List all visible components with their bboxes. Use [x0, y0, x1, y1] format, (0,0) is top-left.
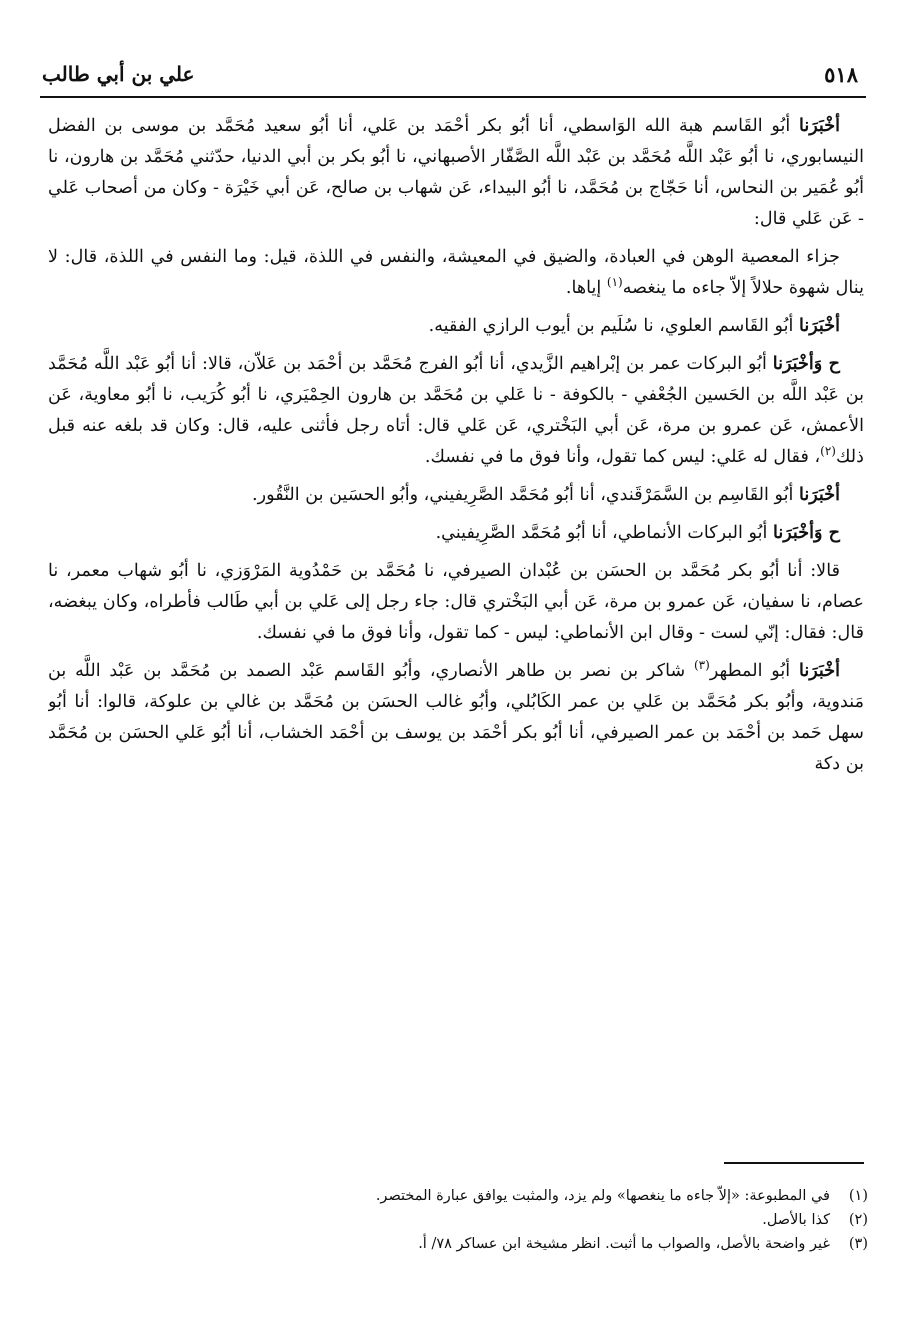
ha-marker: ح: [822, 353, 840, 374]
ha-marker: ح: [822, 522, 840, 543]
footnote: [300, 1208, 868, 1232]
paragraph-4: ح وَأخْبَرَنا أبُو البركات عمر بن إبْراهيم الزَّيدي، أنا أبُو الفرج مُحَمَّد بن أحْمَد بن عَلاّن، قالا: أنا أبُو عَبْد اللَّه مُحَمَّد بن عَبْد اللَّه بن الحَسين الجُعْفي - بالكوفة - نا عَلي بن مُحَمَّد بن هارون الحِمْيَري، نا أبُو كُرَيب، نا أبُو معاوية، عَن الأعمش، عَن عمرو بن مرة، عَن أبي البَخْتري، عَن عَلي قال: أتاه رجل فأثنى عليه، قال: وكان قد بلغه عنه قبل ذلك$^{(٢)}$، فقال له عَلي: ليس كما تقول، وأنا فوق ما في نفسك.: [48, 353, 864, 467]
footnote: [300, 1232, 868, 1256]
paragraph-1: أخْبَرَنا أبُو القَاسم هبة الله الوَاسطي، أنا أبُو بكر أحْمَد بن عَلي، أنا أبُو سعيد مُحَمَّد بن موسى بن الفضل النيسابوري، نا أبُو عَبْد اللَّه مُحَمَّد بن عَبْد اللَّه الصَّفّار الأصبهاني، نا أبُو بكر بن أبي الدنيا، حدّثني مُحَمَّد بن هارون، نا أبُو عُمَير بن النحاس، أنا حَجّاج بن مُحَمَّد، نا أبُو البيداء، عَن شهاب بن صالح، عَن أبي خَيْرَة - وكان من أصحاب عَلي - عَن عَلي قال:: [48, 115, 864, 229]
footnote-ref: (٣): [693, 658, 710, 673]
footnote-separator: [724, 1162, 864, 1164]
footnote-ref: (٢): [820, 444, 836, 459]
footnote-number: (١): [848, 1188, 868, 1204]
main-text: [48, 110, 864, 968]
lead-word: أخْبَرَنا: [798, 315, 840, 336]
footnote-number: (٢): [848, 1212, 868, 1228]
footnote: [300, 1184, 868, 1208]
paragraph-2: جزاء المعصية الوهن في العبادة، والضيق في المعيشة، والنفس في اللذة، قيل: وما النفس في اللذة، قال: لا ينال شهوة حلالاً إلاّ جاءه ما ينغصه$^{(١)}$ إياها.: [48, 247, 864, 298]
page-number: ٥١٨: [824, 62, 858, 87]
paragraph-8: أخْبَرَنا أبُو المطهر$^{(٣)}$ شاكر بن نصر بن طاهر الأنصاري، وأبُو القَاسم عَبْد الصمد بن مُحَمَّد بن عَبْد اللَّه بن مَندوية، وأبُو بكر مُحَمَّد بن عَلي بن عمر الكَابُلي، وأبُو غالب الحسَن بن مُحَمَّد بن غالي بن علوكة، قالوا: أنا أبُو سهل حَمد بن أحْمَد بن عمر الصيرفي، أنا أبُو بكر أحْمَد بن يوسف بن أحْمَد الخشاب، أنا أبُو عَلي الحسَن بن مُحَمَّد بن دكة: [48, 658, 864, 774]
lead-word: أخْبَرَنا: [798, 660, 840, 681]
footnote-text: في المطبوعة: «إلاّ جاءه ما ينغصها» ولم يزد، والمثبت يوافق عبارة المختصر.: [375, 1188, 830, 1204]
footnote-text: كذا بالأصل.: [762, 1212, 830, 1228]
running-title: علي بن أبي طالب: [42, 62, 195, 86]
footnotes: [300, 1184, 868, 1256]
footnote-ref: (١): [606, 275, 623, 290]
paragraph-6: ح وَأخْبَرَنا أبُو البركات الأنماطي، أنا أبُو مُحَمَّد الصَّرِيفيني.: [435, 522, 840, 543]
lead-word: أخْبَرَنا: [798, 484, 840, 505]
lead-word: أخْبَرَنا: [798, 115, 840, 136]
paragraph-3: أخْبَرَنا أبُو القَاسم العلوي، نا سُلَيم بن أيوب الرازي الفقيه.: [428, 315, 840, 336]
paragraph-5: أخْبَرَنا أبُو القَاسِم بن السَّمَرْقَندي، أنا أبُو مُحَمَّد الصَّرِيفيني، وأبُو الحسَين بن النَّقُور.: [252, 484, 840, 505]
paragraph-7: قالا: أنا أبُو بكر مُحَمَّد بن الحسَن بن عُبْدان الصيرفي، نا مُحَمَّد بن حَمْدُوية المَرْوَزي، نا أبُو شهاب معمر، نا عصام، نا سفيان، عَن عمرو بن مرة، عَن أبي البَخْتري قال: جاء رجل إلى عَلي بن أبي طَالب فأطراه، وكان يبغضه، قال: فقال: إنّي لست - وقال ابن الأنماطي: ليس - كما تقول، وأنا فوق ما في نفسك.: [48, 561, 864, 643]
lead-word: وَأخْبَرَنا: [772, 522, 823, 543]
footnote-text: غير واضحة بالأصل، والصواب ما أثبت. انظر مشيخة ابن عساكر ٧٨/ أ.: [418, 1236, 830, 1252]
footnote-number: (٣): [848, 1236, 868, 1252]
lead-word: وَأخْبَرَنا: [772, 353, 823, 374]
running-header: [40, 58, 866, 98]
